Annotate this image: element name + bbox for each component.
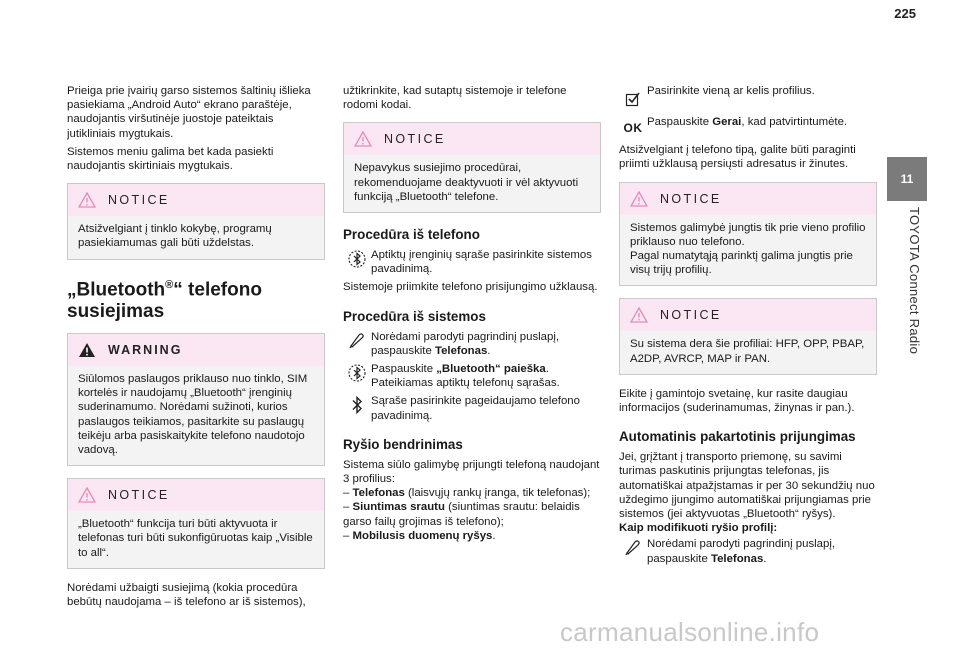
instruction-step [343, 362, 601, 390]
text-part: . [492, 529, 496, 542]
paragraph: Eikite į gamintojo svetainę, kur rasite daugiau informacijos (suderinamumas, žinynas ir pan.). [619, 387, 855, 415]
dash: – [343, 529, 353, 542]
notice-header [68, 184, 324, 216]
ok-label: OK [623, 121, 643, 135]
notice-header [620, 183, 876, 215]
column-2 [343, 84, 601, 543]
profile-item [343, 486, 601, 500]
paragraph: Atsižvelgiant į telefono tipą, galite būti paraginti priimti užklausą persiųsti adresatus ir žinutes. [619, 144, 856, 171]
notice-triangle-icon [630, 191, 648, 207]
continued-paragraph: užtikrinkite, kad sutaptų sistemoje ir telefone rodomi kodai. [343, 85, 567, 112]
home-touch-icon [343, 330, 371, 358]
notice-header [620, 299, 876, 331]
instruction-step [343, 248, 601, 276]
notice-box [343, 122, 601, 213]
notice-header [344, 123, 600, 155]
notice-title: NOTICE [108, 488, 170, 503]
column-3 [619, 84, 877, 570]
paragraph: Sistemoje priimkite telefono prisijungimo užklausą. [343, 281, 598, 294]
text-part: . [545, 363, 549, 376]
intro-paragraph-1: Prieiga prie įvairių garso sistemos šaltinių išlieka pasiekiama „Android Auto“ ekrano paraštėje, naudojantis viršutinėje juostoje pateiktais jutikliniais mygtukais. [67, 85, 311, 140]
chapter-title-wrapper [907, 207, 927, 407]
notice-body: Nepavykus susiejimo procedūrai, rekomenduojame deaktyvuoti ir vėl aktyvuoti funkciją „Bluetooth“ telefone. [354, 162, 579, 203]
column-1 [67, 84, 325, 613]
select-checkbox-icon [619, 84, 647, 107]
heading-procedure-phone: Procedūra iš telefono [343, 227, 480, 243]
notice-title: NOTICE [384, 132, 446, 147]
notice-header [68, 479, 324, 511]
notice-triangle-icon [78, 487, 96, 503]
notice-title: NOTICE [660, 191, 722, 206]
notice-body: Atsižvelgiant į tinklo kokybę, programų pasiekiamumas gali būti uždelstas. [78, 223, 272, 250]
text-part: Pateikiamas aptiktų telefonų sąrašas. [371, 377, 560, 390]
profile-item [343, 529, 601, 543]
text-part: . [763, 552, 767, 565]
step-text [647, 537, 877, 565]
profile-item [343, 500, 601, 528]
text-part: Sistemos galimybė jungtis tik prie vieno profilio priklauso nuo telefono. [630, 221, 866, 248]
paragraph: Jei, grįžtant į transporto priemonę, su savimi turimas paskutinis prijungtas telefonas, jis automatiškai atpažįstamas ir per 30 sekundžių nuo uždegimo įjungimo automatiškai prijungiamas prie sistemos (jei aktyvuotas „Bluetooth“ ryšys). [619, 451, 875, 521]
text-part: (siuntimas srautu: belaidis garso failų grojimas iš telefono); [343, 501, 580, 528]
notice-body [620, 215, 876, 286]
text-part: Norėdami parodyti pagrindinį puslapį, paspauskite [647, 538, 836, 565]
notice-triangle-icon [630, 307, 648, 323]
notice-body: „Bluetooth“ funkcija turi būti aktyvuota ir telefonas turi būti sukonfigūruotas kaip „Visible to all“. [78, 518, 313, 559]
heading-auto-reconnect: Automatinis pakartotinis prijungimas [619, 429, 856, 445]
notice-box [67, 183, 325, 259]
emphasis: Siuntimas srautu [352, 501, 445, 514]
ok-button-icon [619, 115, 647, 135]
step-text: Sąraše pasirinkite pageidaujamo telefono pavadinimą. [371, 395, 580, 422]
warning-box [67, 333, 325, 466]
dash: – [343, 487, 353, 500]
heading-part: „Bluetooth [67, 278, 166, 300]
bluetooth-search-icon [343, 248, 371, 276]
text-part: (laisvųjų rankų įranga, tik telefonas); [404, 487, 591, 500]
step-text: Aptiktų įrenginių sąraše pasirinkite sistemos pavadinimą. [371, 249, 592, 276]
emphasis: Gerai [712, 116, 742, 128]
notice-box [619, 182, 877, 287]
notice-box [67, 478, 325, 569]
text-part: , kad patvirtintumėte. [741, 116, 848, 128]
dash: – [343, 501, 353, 514]
chapter-tab: 11 [887, 157, 927, 201]
heading-part: “ telefono susiejimas [67, 278, 262, 322]
instruction-step [343, 330, 601, 358]
bluetooth-search-icon [343, 362, 371, 390]
warning-triangle-icon [78, 342, 96, 358]
notice-triangle-icon [78, 192, 96, 208]
registered-mark: ® [165, 278, 174, 291]
heading-procedure-system: Procedūra iš sistemos [343, 308, 486, 324]
emphasis: Telefonas [710, 552, 764, 565]
emphasis: Telefonas [352, 487, 405, 500]
warning-header [68, 334, 324, 366]
notice-body: Su sistema dera šie profiliai: HFP, OPP, PBAP, A2DP, AVRCP, MAP ir PAN. [630, 338, 865, 365]
heading-profiles: Ryšio bendrinimas [343, 436, 463, 452]
step-text [647, 115, 877, 135]
step-text [371, 330, 601, 358]
emphasis: Telefonas [434, 344, 488, 357]
text-part: . [487, 344, 491, 357]
bluetooth-icon [343, 394, 371, 422]
text-part: Paspauskite [647, 116, 713, 128]
notice-title: NOTICE [108, 193, 170, 208]
warning-title: WARNING [108, 342, 183, 357]
profiles-intro: Sistema siūlo galimybę prijungti telefoną naudojant 3 profilius: [343, 458, 600, 486]
instruction-step [619, 115, 877, 135]
chapter-title: TOYOTA Connect Radio [907, 207, 922, 355]
emphasis: „Bluetooth“ paieška [436, 363, 546, 376]
text-part: Norėdami parodyti pagrindinį puslapį, paspauskite [371, 330, 560, 357]
emphasis: Mobilusis duomenų ryšys [352, 529, 493, 542]
instruction-step [619, 84, 877, 107]
notice-triangle-icon [354, 131, 372, 147]
instruction-step [619, 537, 877, 565]
step-text: Pasirinkite vieną ar kelis profilius. [647, 85, 815, 97]
page-number: 225 [894, 6, 916, 21]
notice-box [619, 298, 877, 374]
notice-title: NOTICE [660, 308, 722, 323]
text-part: Paspauskite [371, 363, 437, 376]
section-heading-bluetooth [67, 274, 325, 323]
outro-paragraph: Norėdami užbaigti susiejimą (kokia procedūra bebūtų naudojama – iš telefono ar iš sistemos), [67, 581, 306, 608]
modify-label: Kaip modifikuoti ryšio profilį: [619, 522, 778, 535]
watermark: carmanualsonline.info [560, 617, 820, 647]
step-text [371, 362, 601, 390]
intro-paragraph-2: Sistemos meniu galima bet kada pasiekti naudojantis skirtiniais mygtukais. [67, 145, 274, 173]
instruction-step [343, 394, 601, 422]
warning-body: Siūlomos paslaugos priklauso nuo tinklo, SIM kortelės ir naudojamų „Bluetooth“ įrenginių suderinamumo. Norėdami sužinoti, kurios paslaugos teikiamos, pasitarkite su paslaugų teikėju arba pasiskaitykite telefono naudotojo vadovą. [78, 372, 308, 456]
text-part: Pagal numatytąją parinktį galima jungtis prie visų trijų profilių. [630, 250, 853, 277]
home-touch-icon [619, 537, 647, 565]
